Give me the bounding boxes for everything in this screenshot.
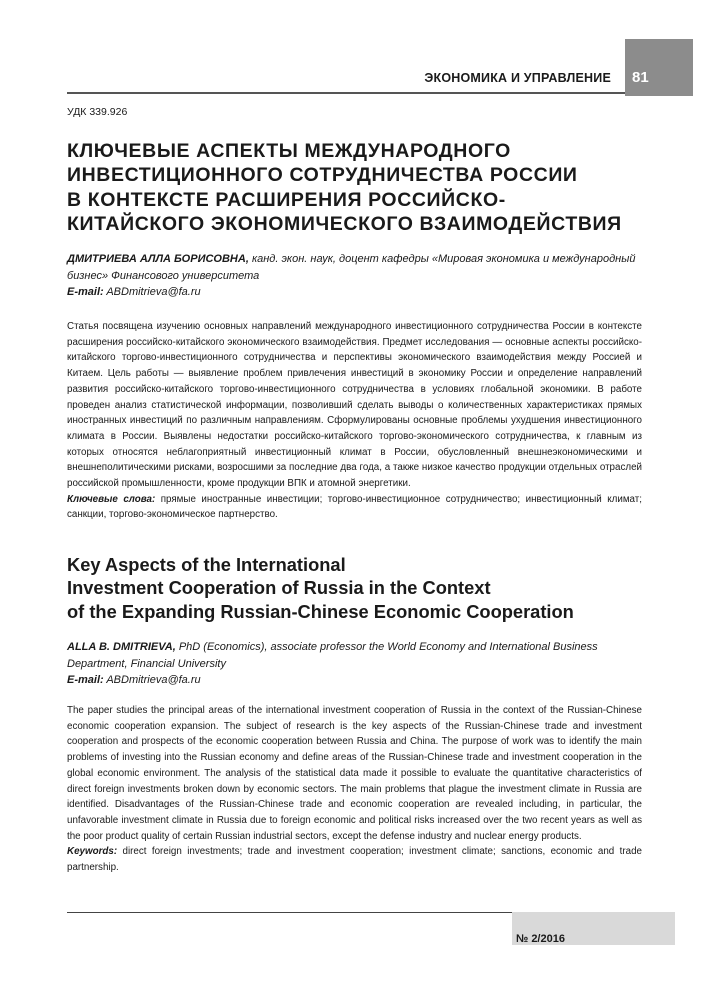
en-title-line: Key Aspects of the International	[67, 554, 346, 575]
en-article-title	[67, 553, 667, 623]
ru-title-line: КЛЮЧЕВЫЕ АСПЕКТЫ МЕЖДУНАРОДНОГО	[67, 140, 511, 162]
en-title-line: of the Expanding Russian-Chinese Economic Cooperation	[67, 600, 574, 622]
ru-email-label: E-mail:	[67, 286, 104, 298]
udk-code: УДК 339.926	[67, 106, 128, 118]
journal-section-title: ЭКОНОМИКА И УПРАВЛЕНИЕ	[424, 71, 611, 85]
en-keywords-label: Keywords:	[67, 846, 118, 858]
en-keywords: direct foreign investments; trade and investment cooperation; investment climate; sanctions, economic and trade partnership.	[67, 846, 642, 874]
en-author-affiliation: PhD (Economics), associate professor the World Economy and International Business Department, Financial University	[67, 641, 598, 670]
ru-keywords: прямые иностранные инвестиции; торгово-инвестиционное сотрудничество; инвестиционный климат; санкции, торгово-экономическое партнерство.	[67, 493, 643, 521]
page-number-box	[625, 39, 693, 96]
ru-abstract	[67, 319, 642, 523]
ru-title-line: В КОНТЕКСТЕ РАСШИРЕНИЯ РОССИЙСКО-	[67, 188, 506, 211]
en-title-line: Investment Cooperation of Russia in the Context	[67, 577, 491, 599]
en-author-block	[67, 639, 657, 689]
ru-author-name: ДМИТРИЕВА АЛЛА БОРИСОВНА,	[67, 253, 249, 265]
en-author-name: ALLA B. DMITRIEVA,	[67, 641, 176, 653]
ru-email: ABDmitrieva@fa.ru	[103, 286, 201, 298]
header-rule	[67, 92, 625, 94]
ru-author-block	[67, 251, 657, 301]
en-email: ABDmitrieva@fa.ru	[103, 674, 201, 686]
footer-rule	[67, 912, 512, 913]
ru-abstract-text: Статья посвящена изучению основных направлений международного инвестиционного сотрудничества России в контексте расширения российско-китайского экономического взаимодействия. Предмет исследования — основные аспекты российско-китайского торгово-инвестиционного сотрудничества и перспективы экономического взаимодействия между Россией и Китаем. Цель работы — выявление проблем привлечения инвестиций в экономику России и определение направлений развития российско-китайского торгово-инвестиционного сотрудничества в условиях глобальной экономики. В работе проведен анализ статистической информации, позволивший сделать выводы о количественных характеристиках прямых иностранных инвестиций по различным направлениям. Сформулированы основные проблемы ухудшения инвестиционного климата в России. Выявлены недостатки российско-китайского торгово-экономического сотрудничества, к главным из которых относятся неблагоприятный инвестиционный климат в России, обусловленный внешнеэкономическими и внешнеполитическими рисками, возросшими за последние два года, а также низкое качество продукции отдельных отраслей российской промышленности, кроме продукции ВПК и атомной энергетики.	[67, 321, 642, 490]
page-number: 81	[632, 69, 649, 86]
en-abstract-text: The paper studies the principal areas of the international investment cooperation of Russia in the context of the Russian-Chinese economic cooperation expansion. The subject of research is the key aspects of the Russian-Chinese trade and investment cooperation and prospects of the economic cooperation between Russia and China. The purpose of work was to identify the main problems of investing into the Russian economy and define areas of the Russian-Chinese trade and investment cooperation in the global economic environment. The analysis of the statistical data made it possible to evaluate the quantitative characteristics of direct foreign investments broken down by economic sectors. The main problems that plague the investment climate in Russia are identified. Disadvantages of the Russian-Chinese trade and economic cooperation are revealed including, in particular, the unfavorable investment climate in Russia due to foreign economic and political risks increased over the two recent years as well as the poor product quality of certain Russian industrial sectors, except the defense industry and nuclear energy products.	[67, 705, 642, 842]
en-abstract	[67, 703, 642, 876]
ru-title-line: КИТАЙСКОГО ЭКОНОМИЧЕСКОГО ВЗАИМОДЕЙСТВИЯ	[67, 212, 622, 235]
ru-article-title	[67, 139, 657, 236]
ru-keywords-label: Ключевые слова:	[67, 493, 156, 505]
en-email-label: E-mail:	[67, 674, 104, 686]
issue-number: № 2/2016	[516, 933, 565, 945]
ru-author-affiliation: канд. экон. наук, доцент кафедры «Мировая экономика и международный бизнес» Финансового университета	[67, 253, 636, 282]
ru-title-line: ИНВЕСТИЦИОННОГО СОТРУДНИЧЕСТВА РОССИИ	[67, 164, 578, 187]
